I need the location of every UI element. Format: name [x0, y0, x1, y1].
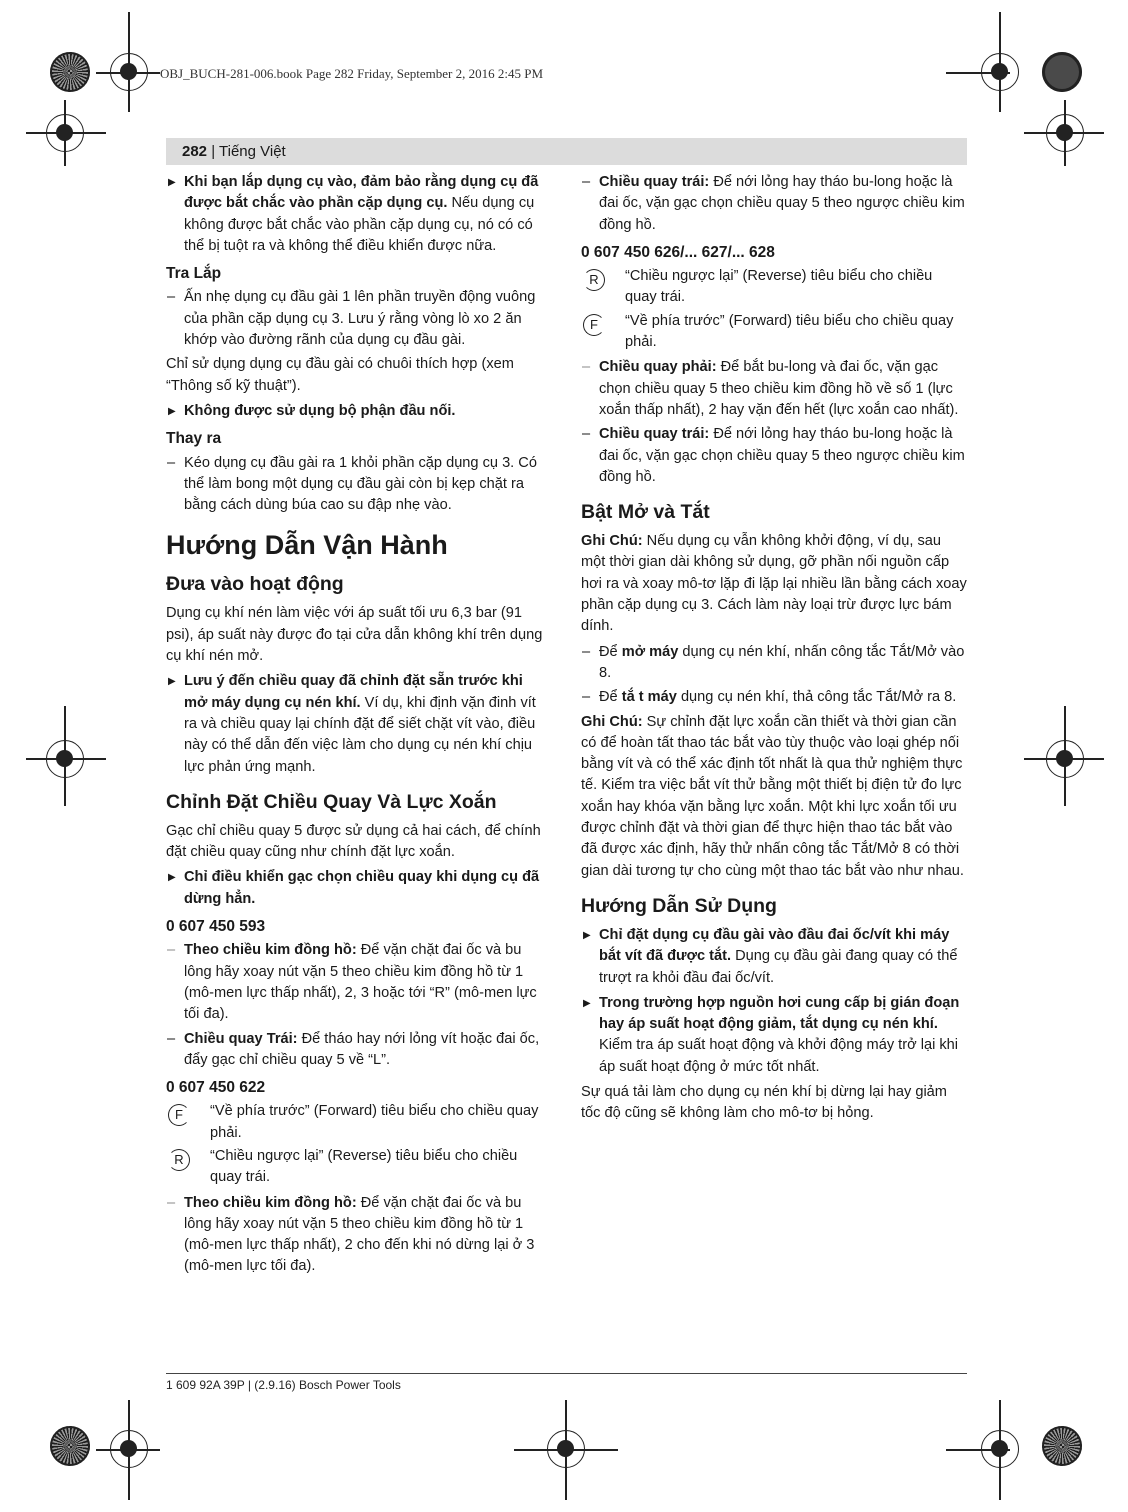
note-label: Ghi Chú:	[581, 713, 643, 730]
page-section: Tiếng Việt	[219, 143, 286, 160]
registration-line	[1064, 706, 1066, 806]
warning-bullet	[166, 172, 550, 257]
item-text: Để vặn chặt đai ốc và bu lông hãy xoay nút vặn 5 theo chiều kim đồng hồ từ 1 (mô-men lực thấp nhất), 2 cho đến khi nó dừng lại ở 3 (mô-men lực tối đa).	[184, 1194, 535, 1275]
item-label: Theo chiều kim đồng hồ:	[184, 1194, 357, 1211]
note-paragraph	[581, 712, 967, 882]
model-number: 0 607 450 622	[166, 1079, 266, 1097]
item-bold: tắ t máy	[621, 689, 677, 706]
warning-bullet	[166, 401, 550, 422]
warning-bold: Chỉ điều khiển gạc chọn chiều quay khi dụng cụ đã dừng hẳn.	[184, 869, 540, 907]
page-header	[166, 138, 967, 165]
left-column	[166, 172, 550, 1281]
warning-text: Nếu dụng cụ không được bắt chắc vào phần cặp dụng cụ, nó có có thể bị tuột ra và không thể điều khiển được nữa.	[184, 195, 535, 254]
item-prefix: Để	[599, 689, 618, 706]
item-text: Để nới lỏng hay tháo bu-long hoặc là đai ốc, vặn gạc chọn chiều quay 5 theo ngược chiều kim đồng hồ.	[599, 174, 965, 233]
registration-line	[1064, 100, 1066, 166]
item-text: Để nới lỏng hay tháo bu-long hoặc là đai ốc, vặn gạc chọn chiều quay 5 theo ngược chiều kim đồng hồ.	[599, 426, 965, 485]
registration-line	[999, 1400, 1001, 1500]
warning-text: Ví dụ, khi định vặn đinh vít ra và chiều quay lại chính đặt để siết chặt vít vào, điều này có thể dẫn đến việc làm cho dụng cụ nén khí chịu lực phản ứng mạnh.	[184, 694, 536, 775]
list-item	[581, 687, 967, 708]
paragraph: Sự quá tải làm cho dụng cụ nén khí bị dừng lại hay giảm tốc độ cũng sẽ không làm cho mô-tơ bị hỏng.	[581, 1083, 947, 1122]
warning-bold: Không được sử dụng bộ phận đầu nối.	[184, 402, 456, 419]
warning-bold: Lưu ý đến chiều quay đã chỉnh đặt sẵn trước khi mở máy dụng cụ nén khí.	[184, 673, 523, 711]
heading-remove: Thay ra	[166, 430, 222, 448]
heading-rotation: Chỉnh Đặt Chiều Quay Và Lực Xoắn	[166, 790, 497, 813]
note-paragraph	[581, 531, 967, 637]
item-label: Chiều quay phải:	[599, 359, 717, 376]
list-item: – Kéo dụng cụ đầu gài ra 1 khỏi phần cặp dụng cụ 3. Có thể làm bong một dụng cụ đầu gài còn bị kẹp chặt ra bằng cách dùng búa cao su đập nhẹ vào.	[166, 453, 550, 517]
symbol-text: “Về phía trước” (Forward) tiêu biểu cho chiều quay phải.	[625, 312, 954, 351]
header-separator: |	[211, 143, 216, 160]
registration-line	[26, 758, 106, 760]
warning-bullet	[581, 993, 967, 1078]
item-label: Chiều quay trái:	[599, 174, 710, 190]
right-column	[581, 172, 967, 1129]
symbol-text: “Chiều ngược lại” (Reverse) tiêu biểu cho chiều quay trái.	[625, 268, 933, 306]
warning-bold: Trong trường hợp nguồn hơi cung cấp bị gián đoạn hay áp suất hoạt động giảm, tắt dụng cụ nén khí.	[599, 994, 960, 1033]
heading-usage: Hướng Dẫn Sử Dụng	[581, 894, 777, 917]
registration-line	[64, 706, 66, 806]
color-registration-mark	[50, 1426, 90, 1466]
warning-bullet	[166, 671, 550, 777]
list-item	[166, 1193, 550, 1278]
reverse-symbol-row	[581, 266, 967, 309]
heading-operation: Hướng Dẫn Vận Hành	[166, 530, 448, 561]
list-item	[166, 940, 550, 1025]
paragraph: Gạc chỉ chiều quay 5 được sử dụng cả hai cách, để chính đặt chiều quay cũng như chính đặt lực xoắn.	[166, 822, 541, 861]
forward-symbol-row	[166, 1101, 550, 1144]
item-text: Để tháo hay nới lỏng vít hoặc đai ốc, đẩy gạc chỉ chiều quay 5 về “L”.	[184, 1030, 540, 1068]
color-registration-mark	[1042, 1426, 1082, 1466]
model-number: 0 607 450 593	[166, 918, 266, 936]
warning-bullet	[166, 867, 550, 910]
symbol-text: “Về phía trước” (Forward) tiêu biểu cho chiều quay phải.	[210, 1103, 539, 1141]
item-text: Để bắt bu-long và đai ốc, vặn gạc chọn chiều quay 5 theo chiều kim đồng hồ về số 1 (lực xoắn thấp nhất), 2 hay vặn đến hết (lực xoắn cao nhất).	[599, 359, 959, 418]
reverse-icon: R	[168, 1149, 190, 1171]
forward-icon: F	[583, 314, 605, 336]
footer-rule	[166, 1373, 967, 1374]
forward-icon: F	[168, 1104, 190, 1126]
note-text: Sự chỉnh đặt lực xoắn cần thiết và thời gian cần có để hoàn tất thao tác bắt vào tùy thuộc vào loại ghép nối bằng vít và có thể xác định tốt nhất là qua thử nghiệm thực tế. Kiểm tra việc bắt vít thử bằng một thiết bị điện tử đo lực xoắn hay khóa vặn bằng lực xoắn. Một khi lực xoắn tối ưu được chỉnh đặt và thời gian để thực hiện thao tác bắt vào đã được xác định, hãy thử nhấn công tắc Tắt/Mở 8 có thời gian dài tương tự cho cùng một thao tác bắt vào như nhau.	[581, 713, 964, 879]
list-item	[581, 172, 967, 236]
registration-line	[26, 132, 106, 134]
note-text: Nếu dụng cụ vẫn không khởi động, ví dụ, sau một thời gian dài không sử dụng, gỡ phần nối nguồn cấp hơi ra và xoay mô-tơ lặp đi lặp lại nhiều lần bằng cách xoay phần cặp dụng cụ 3. Cách làm này loại trừ được lực bám dính.	[581, 533, 967, 635]
warning-text: Dụng cụ đầu gài đang quay có thể trượt ra khỏi đầu đai ốc/vít.	[599, 948, 958, 986]
model-number: 0 607 450 626/... 627/... 628	[581, 243, 775, 261]
item-label: Chiều quay Trái:	[184, 1030, 298, 1047]
note-label: Ghi Chú:	[581, 533, 643, 550]
warning-text: Kiểm tra áp suất hoạt động và khởi động máy trở lại khi áp suất hoạt động ở mức tốt nhất.	[599, 1037, 959, 1075]
color-registration-mark	[1042, 52, 1082, 92]
heading-startup: Đưa vào hoạt động	[166, 573, 344, 596]
item-text: Để vặn chặt đai ốc và bu lông hãy xoay nút vặn 5 theo chiều kim đồng hồ từ 1 (mô-men lực thấp nhất), 2, 3 hoặc tới “R” (mô-men lực tối đa).	[184, 942, 537, 1023]
item-bold: mở máy	[621, 643, 679, 660]
list-item: – Ấn nhẹ dụng cụ đầu gài 1 lên phần truyền động vuông của phần cặp dụng cụ 3. Lưu ý rằng vòng lò xo 2 ăn khớp vào đường rãnh của dụng cụ đầu gài.	[166, 287, 550, 351]
reverse-symbol-row	[166, 1146, 550, 1189]
heading-insert: Tra Lắp	[166, 265, 222, 283]
print-header: OBJ_BUCH-281-006.book Page 282 Friday, September 2, 2016 2:45 PM	[160, 66, 544, 81]
paragraph: Chỉ sử dụng dụng cụ đầu gài có chuôi thích hợp (xem “Thông số kỹ thuật”).	[166, 356, 514, 394]
list-item	[581, 642, 967, 685]
item-label: Theo chiều kim đồng hồ:	[184, 942, 357, 959]
page-number: 282	[182, 143, 208, 160]
color-registration-mark	[50, 52, 90, 92]
warning-bold: Khi bạn lắp dụng cụ vào, đảm bảo rằng dụng cụ đã được bắt chắc vào phần cặp dụng cụ.	[184, 174, 539, 212]
item-text: dụng cụ nén khí, thả công tắc Tắt/Mở ra 8.	[680, 689, 957, 706]
page-footer: 1 609 92A 39P | (2.9.16) Bosch Power Tools	[166, 1378, 401, 1392]
reverse-icon: R	[583, 269, 605, 291]
item-label: Chiều quay trái:	[599, 426, 710, 443]
item-text: dụng cụ nén khí, nhấn công tắc Tắt/Mở vào 8.	[599, 643, 965, 681]
heading-on-off: Bật Mở và Tắt	[581, 501, 710, 524]
registration-line	[128, 12, 130, 112]
list-item	[581, 424, 967, 488]
list-item	[166, 1029, 550, 1072]
registration-line	[64, 100, 66, 166]
forward-symbol-row	[581, 311, 967, 354]
list-item	[581, 357, 967, 421]
registration-line	[128, 1400, 130, 1500]
item-prefix: Để	[599, 643, 618, 660]
warning-bullet	[581, 925, 967, 989]
paragraph: Dụng cụ khí nén làm việc với áp suất tối ưu 6,3 bar (91 psi), áp suất này được đo tại cửa dẫn không khí trên dụng cụ khí nén mở.	[166, 605, 543, 665]
registration-line	[565, 1400, 567, 1500]
symbol-text: “Chiều ngược lại” (Reverse) tiêu biểu cho chiều quay trái.	[210, 1147, 518, 1186]
warning-bold: Chỉ đặt dụng cụ đầu gài vào đầu đai ốc/vít khi máy bắt vít đã được tắt.	[599, 926, 950, 965]
registration-line	[999, 12, 1001, 112]
